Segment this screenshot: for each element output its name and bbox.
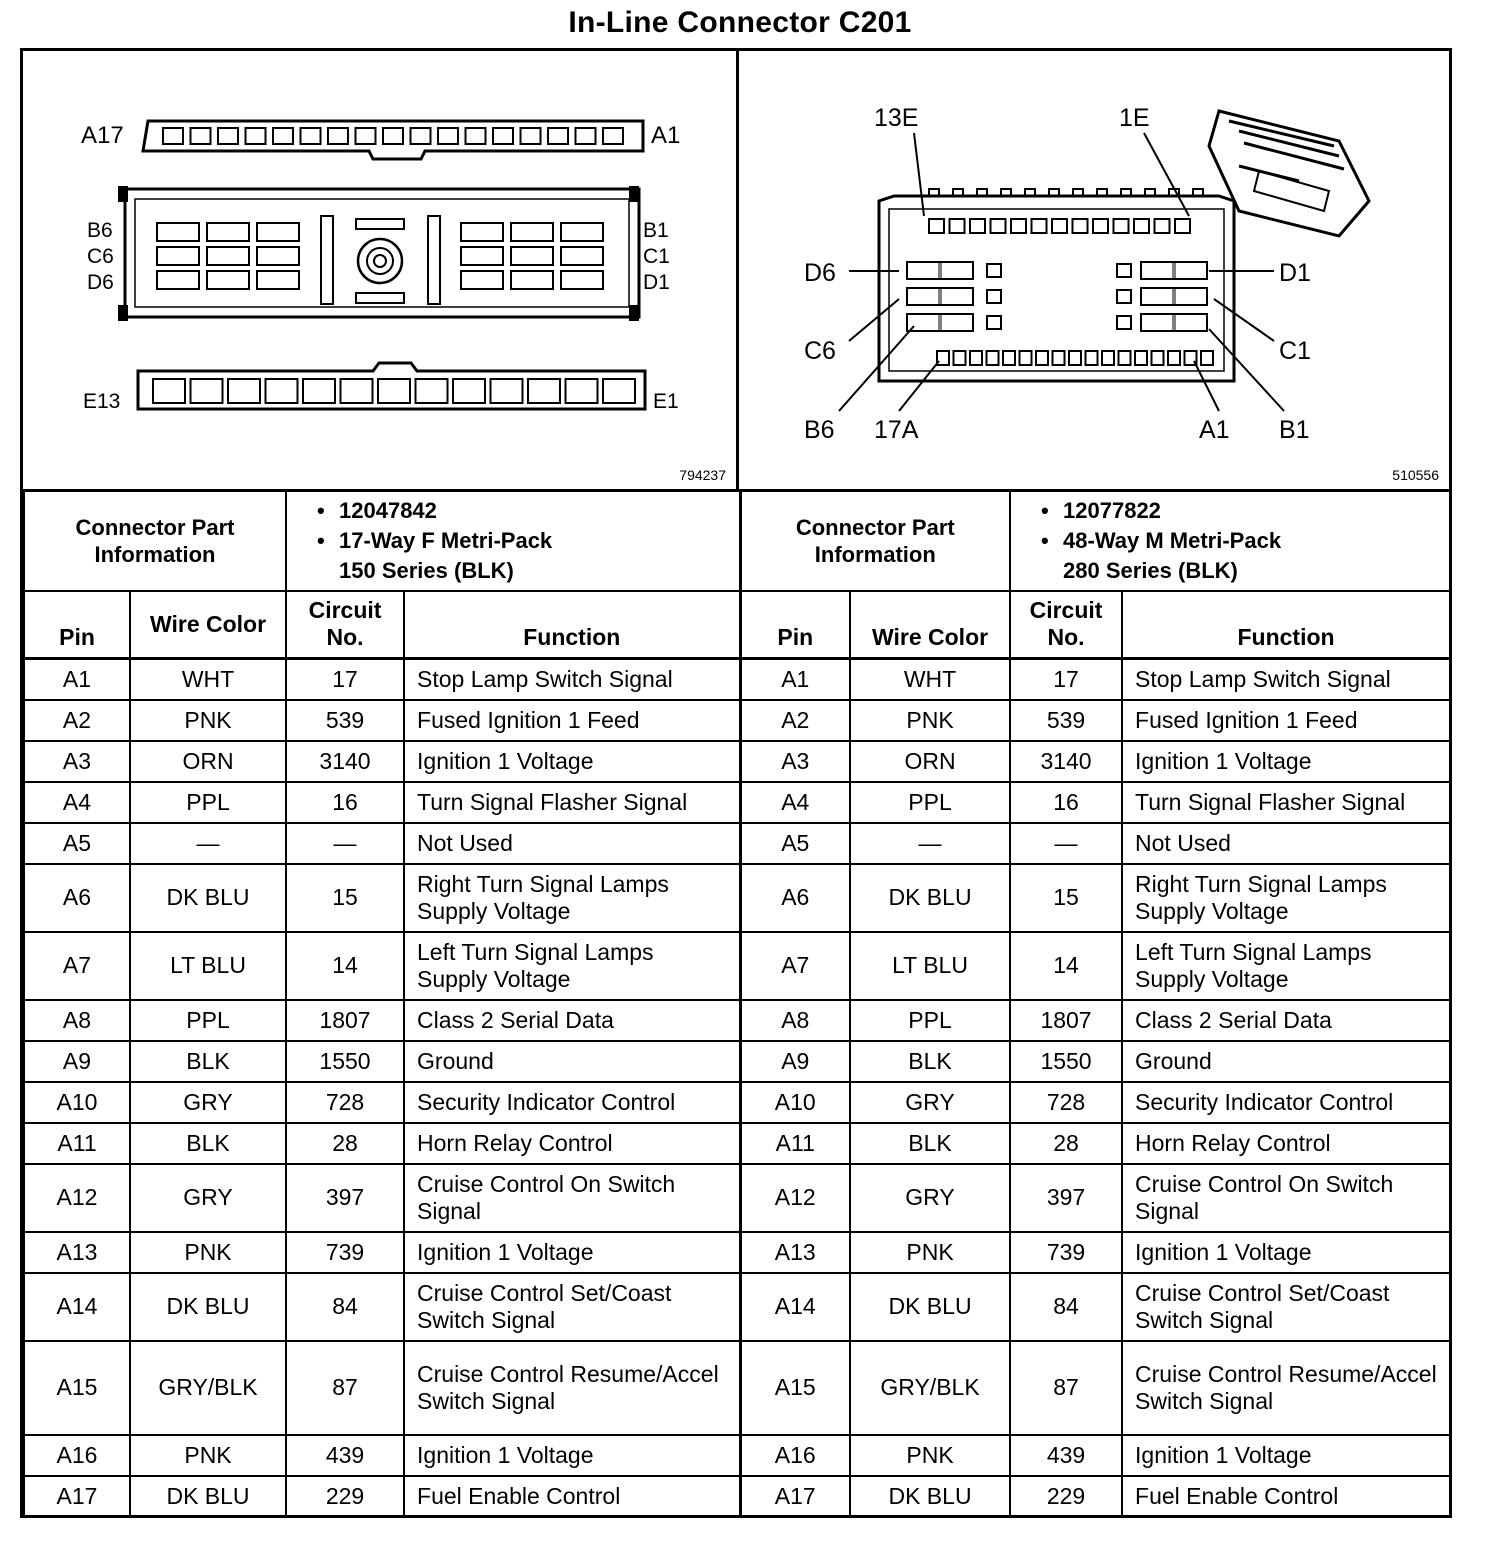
figure-id: 510556: [1392, 467, 1439, 483]
function-cell: Ignition 1 Voltage: [1122, 1232, 1450, 1273]
header-circuit: Circuit No.: [286, 591, 404, 659]
table-row: [24, 1082, 1450, 1123]
circuit-cell: 28: [286, 1123, 404, 1164]
label-b6: B6: [87, 219, 113, 242]
terminal-cavity: [301, 128, 321, 144]
male-connector-drawing: [739, 51, 1449, 489]
female-connector-drawing: [23, 51, 736, 489]
wire-color-cell: LT BLU: [130, 932, 286, 1000]
connector-sheet: [20, 48, 1452, 1518]
wire-color-cell: GRY: [850, 1164, 1010, 1232]
terminal-cavity: [356, 128, 376, 144]
terminal-cavity: [521, 128, 541, 144]
pin-cavity: [1141, 262, 1207, 279]
terminal-cavity: [411, 128, 431, 144]
pin-divider: [1173, 288, 1175, 305]
terminal-cavity: [257, 223, 299, 241]
pin-cell: A4: [24, 782, 130, 823]
pin-cavity: [1114, 219, 1129, 233]
pin-cavity: [987, 351, 999, 365]
wire-color-cell: PPL: [130, 1000, 286, 1041]
circuit-cell: 728: [1010, 1082, 1122, 1123]
terminal-cavity: [493, 128, 513, 144]
label-1e: 1E: [1119, 104, 1150, 132]
table-row: [24, 700, 1450, 741]
pin-cavity: [1069, 351, 1081, 365]
pin-cell: A1: [24, 659, 130, 700]
circuit-cell: —: [1010, 823, 1122, 864]
terminal-cavity: [153, 379, 185, 403]
wire-color-cell: LT BLU: [850, 932, 1010, 1000]
circuit-cell: 229: [1010, 1476, 1122, 1517]
terminal-cavity: [576, 128, 596, 144]
wire-color-cell: GRY/BLK: [850, 1341, 1010, 1435]
circuit-cell: 3140: [286, 741, 404, 782]
pin-divider: [939, 314, 941, 331]
pin-cavity: [950, 219, 965, 233]
terminal-cavity: [511, 223, 553, 241]
table-row: [24, 1000, 1450, 1041]
function-cell: Fused Ignition 1 Feed: [404, 700, 740, 741]
wire-color-cell: GRY/BLK: [130, 1341, 286, 1435]
wire-color-cell: BLK: [130, 1041, 286, 1082]
pin-cavity: [1152, 351, 1164, 365]
pin-cavity: [1175, 219, 1190, 233]
part-info-row: [24, 491, 1450, 591]
pin-cell: A12: [740, 1164, 850, 1232]
terminal-cavity: [257, 271, 299, 289]
pin-cavity: [1117, 264, 1131, 277]
terminal-cavity: [511, 247, 553, 265]
circuit-cell: 87: [1010, 1341, 1122, 1435]
function-cell: Turn Signal Flasher Signal: [404, 782, 740, 823]
terminal-cavity: [603, 379, 635, 403]
circuit-cell: 439: [286, 1435, 404, 1476]
pinout-table: [23, 489, 1451, 1518]
pin-cell: A9: [24, 1041, 130, 1082]
wire-color-cell: GRY: [850, 1082, 1010, 1123]
wire-color-cell: PNK: [850, 700, 1010, 741]
table-row: [24, 1041, 1450, 1082]
pin-cavity: [1135, 351, 1147, 365]
label-d6: D6: [87, 271, 114, 294]
terminal-cavity: [157, 247, 199, 265]
circuit-cell: 3140: [1010, 741, 1122, 782]
terminal-cavity: [246, 128, 266, 144]
table-row: [24, 1232, 1450, 1273]
pin-cavity: [987, 316, 1001, 329]
pin-cell: A7: [740, 932, 850, 1000]
pin-cavity: [1155, 219, 1170, 233]
pin-cell: A6: [24, 864, 130, 932]
pin-cavity: [1073, 219, 1088, 233]
terminal-cavity: [603, 128, 623, 144]
circuit-cell: —: [286, 823, 404, 864]
table-row: [24, 1164, 1450, 1232]
wire-color-cell: DK BLU: [130, 1476, 286, 1517]
label-c6: C6: [87, 245, 114, 268]
terminal-cavity: [207, 247, 249, 265]
circuit-cell: 397: [286, 1164, 404, 1232]
wire-color-cell: DK BLU: [130, 1273, 286, 1341]
label-b1: B1: [1279, 416, 1310, 444]
wire-color-cell: DK BLU: [850, 1273, 1010, 1341]
circuit-cell: 15: [1010, 864, 1122, 932]
function-cell: Ground: [404, 1041, 740, 1082]
wire-color-cell: WHT: [130, 659, 286, 700]
header-wire-color: Wire Color: [130, 591, 286, 659]
function-cell: Right Turn Signal Lamps Supply Voltage: [404, 864, 740, 932]
terminal-cavity: [461, 247, 503, 265]
pin-cell: A10: [740, 1082, 850, 1123]
pin-cavity: [1020, 351, 1032, 365]
terminal-cavity: [378, 379, 410, 403]
wire-color-cell: —: [130, 823, 286, 864]
pin-cell: A8: [740, 1000, 850, 1041]
pin-cavity: [1168, 351, 1180, 365]
header-function: Function: [1122, 591, 1450, 659]
circuit-cell: 739: [286, 1232, 404, 1273]
terminal-cavity: [561, 271, 603, 289]
table-row: [24, 782, 1450, 823]
terminal-cavity: [383, 128, 403, 144]
pinout-rows: [24, 659, 1450, 1517]
function-cell: Cruise Control Resume/Accel Switch Signal: [1122, 1341, 1450, 1435]
pin-cell: A1: [740, 659, 850, 700]
terminal-cavity: [303, 379, 335, 403]
table-row: [24, 932, 1450, 1000]
function-cell: Cruise Control Resume/Accel Switch Signal: [404, 1341, 740, 1435]
wire-color-cell: GRY: [130, 1164, 286, 1232]
terminal-cavity: [438, 128, 458, 144]
pin-cell: A7: [24, 932, 130, 1000]
pin-cell: A4: [740, 782, 850, 823]
terminal-cavity: [461, 271, 503, 289]
left-connector-figure: [23, 51, 739, 489]
circuit-cell: 1550: [286, 1041, 404, 1082]
pin-divider: [939, 288, 941, 305]
pin-cell: A16: [24, 1435, 130, 1476]
circuit-cell: 539: [286, 700, 404, 741]
function-cell: Ignition 1 Voltage: [404, 741, 740, 782]
circuit-cell: 16: [1010, 782, 1122, 823]
pin-cavity: [907, 288, 973, 305]
label-17a: 17A: [874, 416, 919, 444]
wire-color-cell: ORN: [850, 741, 1010, 782]
function-cell: Fused Ignition 1 Feed: [1122, 700, 1450, 741]
circuit-cell: 739: [1010, 1232, 1122, 1273]
part-desc-right-1: 48-Way M Metri-Pack: [1063, 527, 1282, 553]
terminal-cavity: [328, 128, 348, 144]
pin-cavity: [907, 262, 973, 279]
wire-color-cell: PPL: [850, 782, 1010, 823]
pin-cavity: [907, 314, 973, 331]
pin-cavity: [987, 290, 1001, 303]
wire-color-cell: BLK: [850, 1123, 1010, 1164]
pin-cell: A17: [740, 1476, 850, 1517]
terminal-cavity: [566, 379, 598, 403]
label-c1: C1: [1279, 337, 1311, 365]
function-cell: Fuel Enable Control: [404, 1476, 740, 1517]
pin-cavity: [991, 219, 1006, 233]
pin-divider: [1173, 314, 1175, 331]
page-title: In-Line Connector C201: [568, 6, 912, 39]
function-cell: Horn Relay Control: [1122, 1123, 1450, 1164]
pin-cavity: [1102, 351, 1114, 365]
function-cell: Stop Lamp Switch Signal: [404, 659, 740, 700]
pin-cavity: [1201, 351, 1213, 365]
terminal-cavity: [461, 223, 503, 241]
function-cell: Class 2 Serial Data: [1122, 1000, 1450, 1041]
terminal-cavity: [191, 379, 223, 403]
pin-cell: A3: [740, 741, 850, 782]
pin-divider: [1173, 262, 1175, 279]
function-cell: Left Turn Signal Lamps Supply Voltage: [1122, 932, 1450, 1000]
header-pin: Pin: [24, 591, 130, 659]
header-row: [24, 591, 1450, 659]
pin-cavity: [1119, 351, 1131, 365]
part-info-right: • 12077822 • 48-Way M Metri-Pack 280 Series (BLK): [1010, 491, 1450, 591]
table-row: [24, 659, 1450, 700]
wire-color-cell: PNK: [850, 1232, 1010, 1273]
pin-cell: A13: [24, 1232, 130, 1273]
terminal-cavity: [228, 379, 260, 403]
part-desc-left-2: 150 Series (BLK): [339, 557, 514, 583]
circuit-cell: 14: [286, 932, 404, 1000]
function-cell: Right Turn Signal Lamps Supply Voltage: [1122, 864, 1450, 932]
pin-cavity: [1117, 290, 1131, 303]
pin-cavity: [970, 351, 982, 365]
label-d1: D1: [1279, 259, 1311, 287]
label-a1: A1: [651, 122, 681, 149]
pin-divider: [939, 262, 941, 279]
pin-cavity: [937, 351, 949, 365]
part-desc-left-1: 17-Way F Metri-Pack: [339, 527, 553, 553]
function-cell: Horn Relay Control: [404, 1123, 740, 1164]
part-info-label-right: Connector Part Information: [740, 491, 1010, 591]
label-13e: 13E: [874, 104, 919, 132]
label-d6: D6: [804, 259, 836, 287]
pin-cavity: [1093, 219, 1108, 233]
wire-color-cell: PNK: [130, 700, 286, 741]
terminal-cavity: [341, 379, 373, 403]
wire-color-cell: PNK: [130, 1232, 286, 1273]
circuit-cell: 439: [1010, 1435, 1122, 1476]
pin-cell: A13: [740, 1232, 850, 1273]
label-e1: E1: [653, 390, 679, 413]
label-a17: A17: [81, 122, 124, 149]
terminal-cavity: [528, 379, 560, 403]
terminal-cavity: [157, 223, 199, 241]
part-info-left: • 12047842 • 17-Way F Metri-Pack 150 Series (BLK): [286, 491, 740, 591]
terminal-cavity: [491, 379, 523, 403]
function-cell: Not Used: [1122, 823, 1450, 864]
pin-cavity: [954, 351, 966, 365]
function-cell: Ignition 1 Voltage: [1122, 1435, 1450, 1476]
pin-cavity: [1141, 288, 1207, 305]
pin-cell: A2: [24, 700, 130, 741]
label-d1: D1: [643, 271, 670, 294]
terminal-cavity: [453, 379, 485, 403]
table-row: [24, 1435, 1450, 1476]
pin-cell: A5: [740, 823, 850, 864]
header-wire-color: Wire Color: [850, 591, 1010, 659]
part-number-right: 12077822: [1063, 497, 1161, 523]
function-cell: Stop Lamp Switch Signal: [1122, 659, 1450, 700]
wire-color-cell: PPL: [130, 782, 286, 823]
label-c1: C1: [643, 245, 670, 268]
wire-color-cell: PNK: [850, 1435, 1010, 1476]
terminal-cavity: [273, 128, 293, 144]
figure-id: 794237: [679, 467, 726, 483]
circuit-cell: 17: [1010, 659, 1122, 700]
wire-color-cell: BLK: [130, 1123, 286, 1164]
table-row: [24, 741, 1450, 782]
pin-cell: A15: [740, 1341, 850, 1435]
terminal-cavity: [163, 128, 183, 144]
pin-cell: A15: [24, 1341, 130, 1435]
function-cell: Turn Signal Flasher Signal: [1122, 782, 1450, 823]
terminal-cavity: [416, 379, 448, 403]
terminal-cavity: [191, 128, 211, 144]
circuit-cell: 1807: [1010, 1000, 1122, 1041]
wire-color-cell: DK BLU: [850, 1476, 1010, 1517]
header-circuit: Circuit No.: [1010, 591, 1122, 659]
circuit-cell: 229: [286, 1476, 404, 1517]
circuit-cell: 1807: [286, 1000, 404, 1041]
part-info-label-left: Connector Part Information: [24, 491, 286, 591]
pin-cell: A10: [24, 1082, 130, 1123]
circuit-cell: 87: [286, 1341, 404, 1435]
function-cell: Cruise Control On Switch Signal: [404, 1164, 740, 1232]
header-function: Function: [404, 591, 740, 659]
circuit-cell: 728: [286, 1082, 404, 1123]
right-connector-figure: [739, 51, 1449, 489]
circuit-cell: 16: [286, 782, 404, 823]
circuit-cell: 1550: [1010, 1041, 1122, 1082]
terminal-cavity: [548, 128, 568, 144]
circuit-cell: 397: [1010, 1164, 1122, 1232]
pin-cell: A17: [24, 1476, 130, 1517]
table-row: [24, 1341, 1450, 1435]
pin-cell: A6: [740, 864, 850, 932]
pin-cell: A12: [24, 1164, 130, 1232]
pin-cavity: [1003, 351, 1015, 365]
pin-cell: A14: [740, 1273, 850, 1341]
wire-color-cell: DK BLU: [130, 864, 286, 932]
label-e13: E13: [83, 390, 121, 413]
pin-cell: A11: [740, 1123, 850, 1164]
function-cell: Not Used: [404, 823, 740, 864]
table-row: [24, 823, 1450, 864]
wire-color-cell: DK BLU: [850, 864, 1010, 932]
label-b6: B6: [804, 416, 835, 444]
function-cell: Ignition 1 Voltage: [404, 1435, 740, 1476]
function-cell: Cruise Control Set/Coast Switch Signal: [404, 1273, 740, 1341]
circuit-cell: 14: [1010, 932, 1122, 1000]
function-cell: Class 2 Serial Data: [404, 1000, 740, 1041]
wire-color-cell: ORN: [130, 741, 286, 782]
pin-cavity: [1053, 351, 1065, 365]
terminal-cavity: [207, 271, 249, 289]
terminal-cavity: [266, 379, 298, 403]
terminal-cavity: [561, 247, 603, 265]
pin-cavity: [1052, 219, 1067, 233]
wire-color-cell: BLK: [850, 1041, 1010, 1082]
function-cell: Security Indicator Control: [404, 1082, 740, 1123]
pin-cavity: [1117, 316, 1131, 329]
terminal-cavity: [561, 223, 603, 241]
circuit-cell: 84: [1010, 1273, 1122, 1341]
function-cell: Ignition 1 Voltage: [404, 1232, 740, 1273]
pin-cell: A16: [740, 1435, 850, 1476]
pin-cavity: [1141, 314, 1207, 331]
table-row: [24, 864, 1450, 932]
function-cell: Fuel Enable Control: [1122, 1476, 1450, 1517]
wire-color-cell: PPL: [850, 1000, 1010, 1041]
terminal-cavity: [218, 128, 238, 144]
part-number-left: 12047842: [339, 497, 437, 523]
terminal-cavity: [466, 128, 486, 144]
wire-color-cell: GRY: [130, 1082, 286, 1123]
part-desc-right-2: 280 Series (BLK): [1063, 557, 1238, 583]
circuit-cell: 539: [1010, 700, 1122, 741]
terminal-cavity: [157, 271, 199, 289]
pin-cell: A9: [740, 1041, 850, 1082]
wire-color-cell: WHT: [850, 659, 1010, 700]
function-cell: Ignition 1 Voltage: [1122, 741, 1450, 782]
label-c6: C6: [804, 337, 836, 365]
pin-cavity: [970, 219, 985, 233]
pin-cell: A8: [24, 1000, 130, 1041]
pin-cavity: [1086, 351, 1098, 365]
function-cell: Security Indicator Control: [1122, 1082, 1450, 1123]
wire-color-cell: —: [850, 823, 1010, 864]
table-row: [24, 1123, 1450, 1164]
pin-cell: A5: [24, 823, 130, 864]
pin-cell: A2: [740, 700, 850, 741]
pin-cavity: [1134, 219, 1149, 233]
circuit-cell: 28: [1010, 1123, 1122, 1164]
pin-cavity: [987, 264, 1001, 277]
pin-cell: A14: [24, 1273, 130, 1341]
function-cell: Ground: [1122, 1041, 1450, 1082]
function-cell: Cruise Control Set/Coast Switch Signal: [1122, 1273, 1450, 1341]
label-a1: A1: [1199, 416, 1230, 444]
wire-color-cell: PNK: [130, 1435, 286, 1476]
label-b1: B1: [643, 219, 669, 242]
pin-cavity: [1011, 219, 1026, 233]
header-pin: Pin: [740, 591, 850, 659]
pin-cavity: [1036, 351, 1048, 365]
terminal-cavity: [257, 247, 299, 265]
pin-cell: A11: [24, 1123, 130, 1164]
pin-cell: A3: [24, 741, 130, 782]
circuit-cell: 17: [286, 659, 404, 700]
circuit-cell: 84: [286, 1273, 404, 1341]
function-cell: Cruise Control On Switch Signal: [1122, 1164, 1450, 1232]
function-cell: Left Turn Signal Lamps Supply Voltage: [404, 932, 740, 1000]
circuit-cell: 15: [286, 864, 404, 932]
terminal-cavity: [511, 271, 553, 289]
table-row: [24, 1273, 1450, 1341]
pin-cavity: [929, 219, 944, 233]
pin-cavity: [1032, 219, 1047, 233]
terminal-cavity: [207, 223, 249, 241]
table-row: [24, 1476, 1450, 1517]
